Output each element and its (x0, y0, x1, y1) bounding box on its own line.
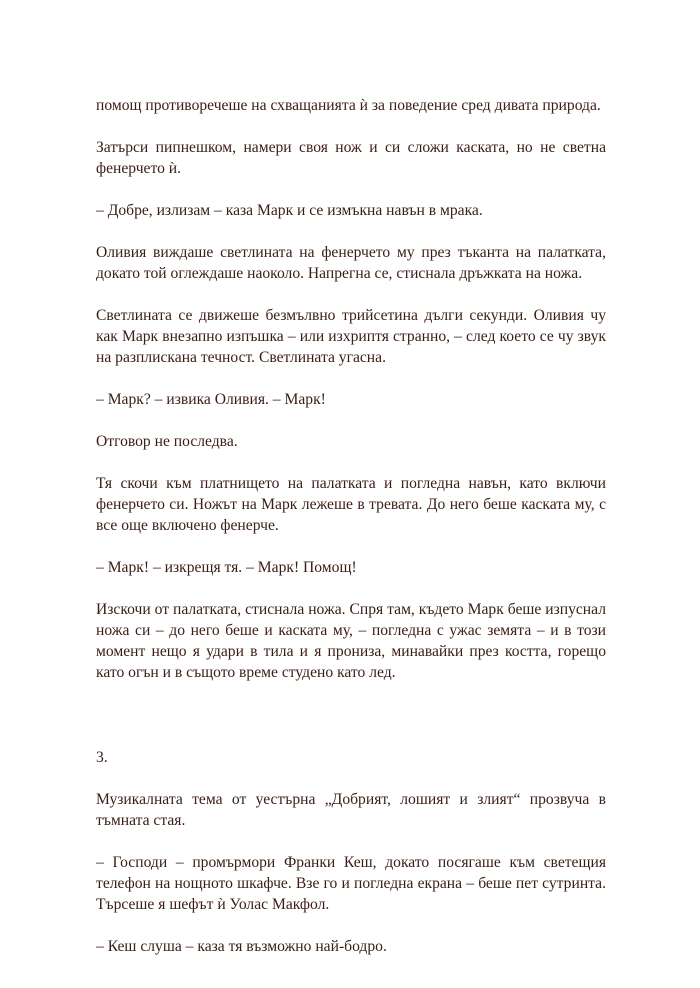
paragraph: – Господи – промърмори Франки Кеш, докато посягаше към светещия телефон на нощното шкафче. Взе го и погледна екрана – беше пет сутринта. Търсеше я шефът ѝ Уолас Макфол. (96, 854, 606, 913)
chapter-number: 3. (96, 749, 108, 766)
paragraph: – Добре, излизам – каза Марк и се измъкна навън в мрака. (96, 202, 483, 219)
paragraph: – Марк! – изкрещя тя. – Марк! Помощ! (96, 559, 357, 576)
document-text (96, 95, 606, 978)
paragraph: Отговор не последва. (96, 433, 238, 450)
paragraph: Музикалната тема от уестърна „Добрият, лошият и злият“ прозвуча в тъмната стая. (96, 791, 606, 829)
chapter-spacer (96, 704, 606, 747)
paragraph: – Марк? – извика Оливия. – Марк! (96, 391, 326, 408)
paragraph: Тя скочи към платнището на палатката и погледна навън, като включи фенерчето си. Ножът на Марк лежеше в тревата. До него беше каската му, с все още включено фенерче. (96, 475, 606, 534)
paragraph: Светлината се движеше безмълвно трийсетина дълги секунди. Оливия чу как Марк внезапно изпъшка – или изхриптя странно, – след което се чу звук на разплискана течност. Светлината угасна. (96, 307, 606, 366)
paragraph: Изскочи от палатката, стиснала ножа. Спря там, където Марк беше изпуснал ножа си – до него беше и каската му, – погледна с ужас земята – и в този момент нещо я удари в тила и я прониза, минавайки през костта, горещо като огън и в същото време студено като лед. (96, 601, 606, 681)
paragraph: Оливия виждаше светлината на фенерчето му през тъканта на палатката, докато той оглеждаше наоколо. Напрегна се, стиснала дръжката на ножа. (96, 244, 606, 282)
paragraph: Затърси пипнешком, намери своя нож и си сложи каската, но не светна фенерчето ѝ. (96, 139, 606, 177)
paragraph: помощ противоречеше на схващанията ѝ за поведение сред дивата природа. (96, 97, 601, 114)
paragraph: – Кеш слуша – каза тя възможно най-бодро. (96, 938, 387, 955)
